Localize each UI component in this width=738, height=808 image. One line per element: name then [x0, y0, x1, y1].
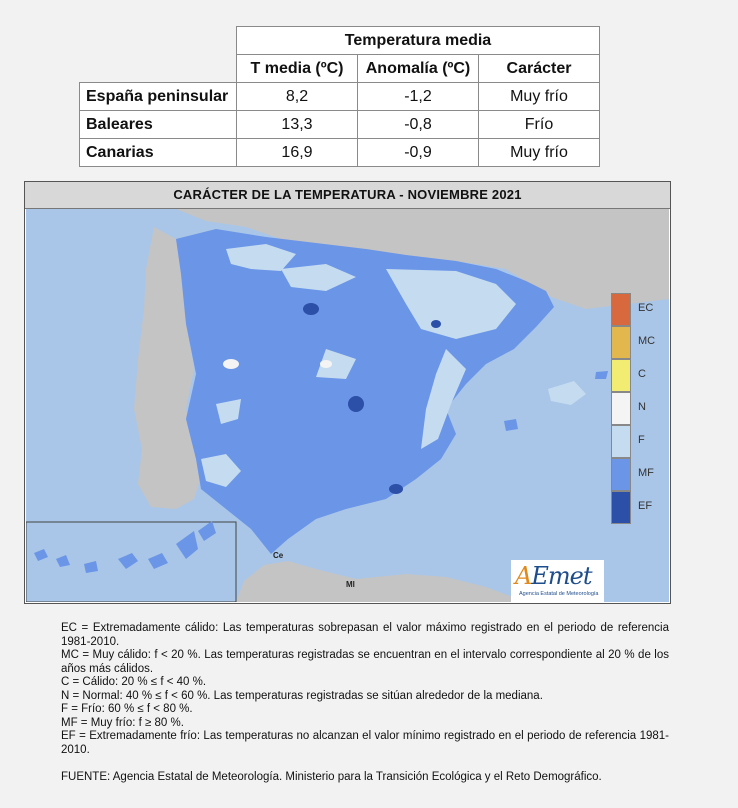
logo-subtitle: Agencia Estatal de Meteorología: [519, 591, 599, 597]
note-line: MC = Muy cálido: f < 20 %. Las temperaturas registradas se encuentran en el intervalo correspondiente al 20 % de los años más cálidos.: [61, 649, 669, 675]
source-note: FUENTE: Agencia Estatal de Meteorología. Ministerio para la Transición Ecológica y el Reto Demográfico.: [61, 771, 602, 783]
legend-label: F: [638, 434, 645, 446]
legend-label: MC: [638, 335, 656, 347]
legend-swatch: [611, 458, 631, 491]
zone-ef: [348, 396, 364, 412]
legend-item: [611, 425, 645, 458]
legend-swatch: [611, 359, 631, 392]
temperature-map: [24, 181, 671, 604]
melilla-label: Ml: [346, 580, 355, 589]
column-header-caracter: Carácter: [479, 55, 600, 83]
cell-caracter: Muy frío: [479, 83, 600, 111]
legend-item: [611, 458, 654, 491]
table-row: [80, 83, 600, 111]
legend-label: C: [638, 368, 646, 380]
note-line: F = Frío: 60 % ≤ f < 80 %.: [61, 703, 193, 715]
logo-wordmark: AEmet: [515, 562, 592, 590]
summary-table: [79, 26, 600, 167]
zone-n: [320, 360, 332, 368]
zone-n: [223, 359, 239, 369]
column-header-anomalia: Anomalía (ºC): [358, 55, 479, 83]
group-header: Temperatura media: [237, 27, 600, 55]
legend-swatch: [611, 326, 631, 359]
legend-swatch: [611, 491, 631, 524]
cell-anomalia: -0,9: [358, 139, 479, 167]
island-ibiza: [504, 419, 518, 431]
legend-item: [611, 491, 653, 524]
cell-anomalia: -0,8: [358, 111, 479, 139]
cell-tmedia: 13,3: [237, 111, 358, 139]
ceuta-label: Ce: [273, 551, 284, 560]
legend-label: EC: [638, 302, 654, 314]
cell-caracter: Frío: [479, 111, 600, 139]
legend-label: EF: [638, 500, 653, 512]
table-row: [80, 139, 600, 167]
legend-swatch: [611, 425, 631, 458]
note-line: MF = Muy frío: f ≥ 80 %.: [61, 716, 184, 729]
legend-label: N: [638, 401, 646, 413]
zone-ef: [389, 484, 403, 494]
legend-label: MF: [638, 467, 654, 479]
note-line: N = Normal: 40 % ≤ f < 60 %. Las temperaturas registradas se sitúan alrededor de la mediana.: [61, 689, 543, 702]
island-menorca: [595, 371, 608, 379]
cell-tmedia: 16,9: [237, 139, 358, 167]
map-canvas: [26, 209, 669, 602]
map-legend: [611, 293, 656, 524]
row-region: Canarias: [80, 139, 237, 167]
zone-ef: [431, 320, 441, 328]
legend-notes: [61, 622, 669, 757]
legend-item: [611, 392, 646, 425]
note-line: EC = Extremadamente cálido: Las temperaturas sobrepasan el valor máximo registrado en el periodo de referencia 1981-2010.: [61, 622, 669, 648]
zone-ef: [303, 303, 319, 315]
legend-swatch: [611, 293, 631, 326]
legend-item: [611, 293, 654, 326]
aemet-logo: [511, 560, 604, 602]
cell-anomalia: -1,2: [358, 83, 479, 111]
note-line: EF = Extremadamente frío: Las temperaturas no alcanzan el valor mínimo registrado en el periodo de referencia 1981-2010.: [61, 730, 669, 756]
column-header-tmedia: T media (ºC): [237, 55, 358, 83]
map-title: CARÁCTER DE LA TEMPERATURA - NOVIEMBRE 2021: [25, 182, 670, 209]
legend-swatch: [611, 392, 631, 425]
cell-caracter: Muy frío: [479, 139, 600, 167]
legend-item: [611, 359, 646, 392]
legend-item: [611, 326, 656, 359]
note-line: C = Cálido: 20 % ≤ f < 40 %.: [61, 676, 207, 688]
row-region: Baleares: [80, 111, 237, 139]
table-row: [80, 111, 600, 139]
row-region: España peninsular: [80, 83, 237, 111]
cell-tmedia: 8,2: [237, 83, 358, 111]
